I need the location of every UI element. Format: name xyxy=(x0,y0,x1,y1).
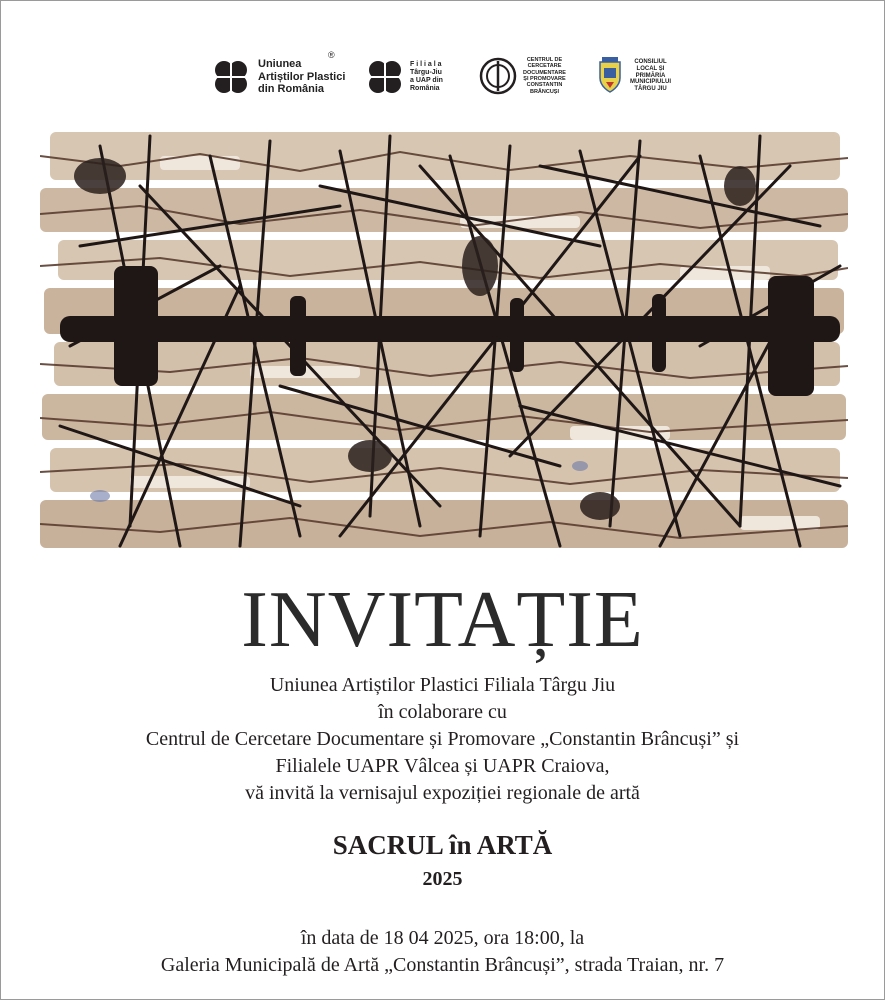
centru-logo-line: CERCETARE xyxy=(527,63,562,70)
uap-logo-line: din România xyxy=(258,83,325,96)
invitation-body xyxy=(0,672,885,807)
centru-logo-line: ȘI PROMOVARE xyxy=(523,76,566,82)
body-line: Uniunea Artiștilor Plastici Filiala Târgu Jiu xyxy=(269,674,616,696)
uap-logo-line: Artiștilor Plastici xyxy=(258,70,346,83)
centru-logo xyxy=(478,56,566,96)
filiala-logo-line: F i l i a l a xyxy=(410,60,442,68)
registered-mark: ® xyxy=(328,50,335,60)
uap-logo xyxy=(212,50,346,96)
consiliu-logo-line: TÂRGU JIU xyxy=(634,86,667,93)
event-date-line: în data de 18 04 2025, ora 18:00, la xyxy=(300,927,585,949)
logo-strip xyxy=(0,50,885,102)
consiliu-logo-line: PRIMĂRIA xyxy=(635,72,666,79)
filiala-logo-line: România xyxy=(410,85,440,93)
body-line: Centrul de Cercetare Documentare și Promovare „Constantin Brâncuși” și xyxy=(145,728,740,750)
clover-icon xyxy=(366,58,404,96)
uap-logo-line: Uniunea xyxy=(258,58,302,71)
clover-icon xyxy=(212,58,250,96)
consiliu-logo xyxy=(596,56,671,96)
centru-logo-line: DOCUMENTARE xyxy=(523,69,566,76)
artwork-image xyxy=(40,126,848,558)
consiliu-logo-line: MUNICIPIULUI xyxy=(630,79,671,86)
invitation-title: INVITAȚIE xyxy=(241,576,644,664)
consiliu-logo-line: LOCAL ȘI xyxy=(636,65,665,72)
filiala-logo-line: Târgu-Jiu xyxy=(410,68,442,76)
event-details xyxy=(0,925,885,979)
body-line: în colaborare cu xyxy=(378,701,507,723)
exhibition-name: SACRUL în ARTĂ xyxy=(332,830,553,860)
exhibition-year: 2025 xyxy=(422,868,463,890)
filiala-logo xyxy=(366,58,443,96)
centru-logo-line: CONSTANTIN xyxy=(526,82,563,89)
body-line: vă invită la vernisajul expoziției regionale de artă xyxy=(245,782,640,804)
body-line: Filialele UAPR Vâlcea și UAPR Craiova, xyxy=(275,755,610,777)
event-place-line: Galeria Municipală de Artă „Constantin Brâncuși”, strada Traian, nr. 7 xyxy=(160,954,725,976)
coat-of-arms-icon xyxy=(596,56,624,96)
filiala-logo-line: a UAP din xyxy=(410,77,443,84)
centru-logo-line: BRÂNCUȘI xyxy=(529,88,559,95)
centru-logo-line: CENTRUL DE xyxy=(526,57,563,64)
centru-emblem-icon xyxy=(478,56,518,96)
consiliu-logo-line: CONSILIUL xyxy=(634,58,667,65)
